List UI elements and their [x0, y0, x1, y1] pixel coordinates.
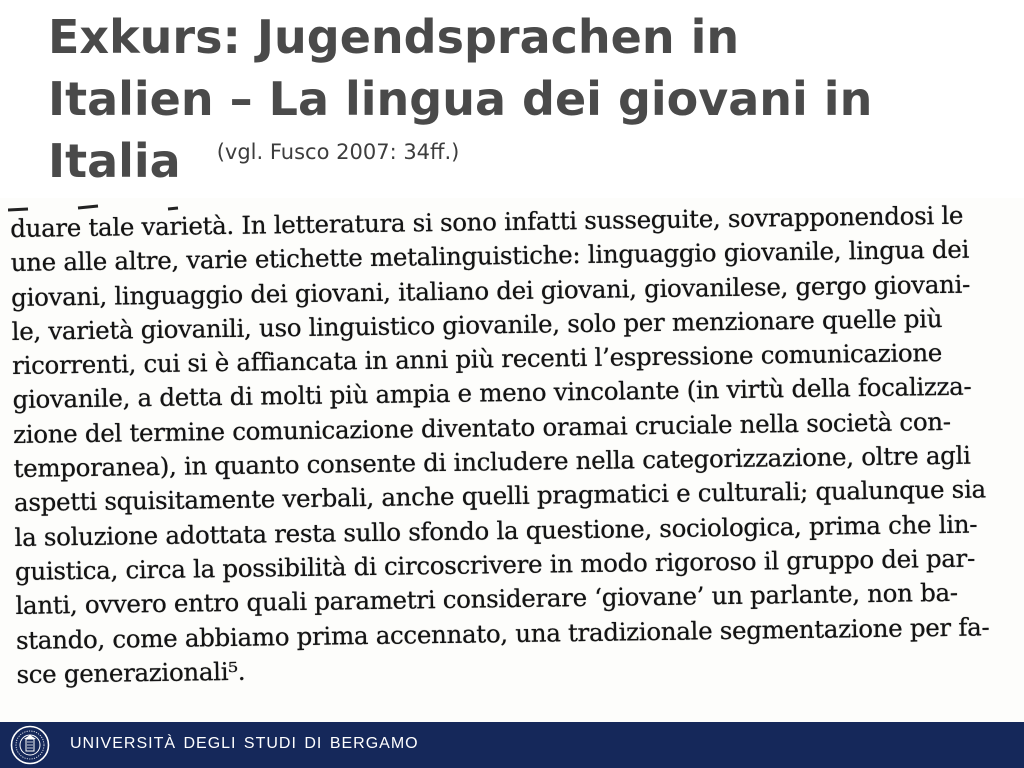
scan-line-1: duare tale varietà. In letteratura si sono infatti susseguite, sovrapponendosi le: [10, 200, 964, 243]
scan-line-2: une alle altre, varie etichette metalinguistiche: linguaggio giovanile, lingua dei: [10, 234, 970, 278]
scan-line-6: giovanile, a detta di molti più ampia e meno vincolante (in virtù della focalizza-: [12, 372, 972, 415]
scanned-text-excerpt: [0, 198, 1024, 722]
scan-line-9: aspetti squisitamente verbali, anche quelli pragmatici e culturali; qualunque sia: [13, 474, 986, 518]
scan-line-4: le, varietà giovanili, uso linguistico giovanile, solo per menzionare quelle più: [11, 303, 943, 346]
university-seal-icon: [10, 725, 50, 765]
scan-paragraph: [10, 198, 1024, 692]
title-line-3: [48, 130, 1008, 201]
title-line-2: Italien – La lingua dei giovani in: [48, 72, 873, 126]
slide-title: [48, 6, 1008, 201]
scan-line-10: la soluzione adottata resta sullo sfondo la questione, sociologica, prima che lin-: [14, 509, 978, 552]
scan-line-14: sce generazionali⁵.: [16, 656, 246, 689]
scan-line-8: temporanea), in quanto consente di includere nella categorizzazione, oltre agli: [13, 440, 971, 484]
university-name: UNIVERSITÀ DEGLI STUDI DI BERGAMO: [70, 735, 419, 752]
title-line-3-text: Italia: [48, 134, 181, 188]
citation: (vgl. Fusco 2007: 34ff.): [216, 140, 460, 164]
scan-line-3: giovani, linguaggio dei giovani, italiano dei giovani, giovanilese, gergo giovani-: [10, 269, 971, 312]
scan-line-13: stando, come abbiamo prima accennato, una tradizionale segmentazione per fa-: [15, 611, 990, 655]
scan-line-7: zione del termine comunicazione diventato oramai cruciale nella società con-: [12, 406, 951, 449]
footer-bar: [0, 722, 1024, 768]
scan-line-12: lanti, ovvero entro quali parametri considerare ‘giovane’ un parlante, non ba-: [15, 578, 958, 621]
title-line-1: Exkurs: Jugendsprachen in: [48, 10, 740, 64]
scan-line-11: guistica, circa la possibilità di circoscrivere in modo rigoroso il gruppo dei par-: [14, 543, 976, 586]
scan-line-5: ricorrenti, cui si è affiancata in anni più recenti l’espressione comunicazione: [11, 338, 943, 381]
